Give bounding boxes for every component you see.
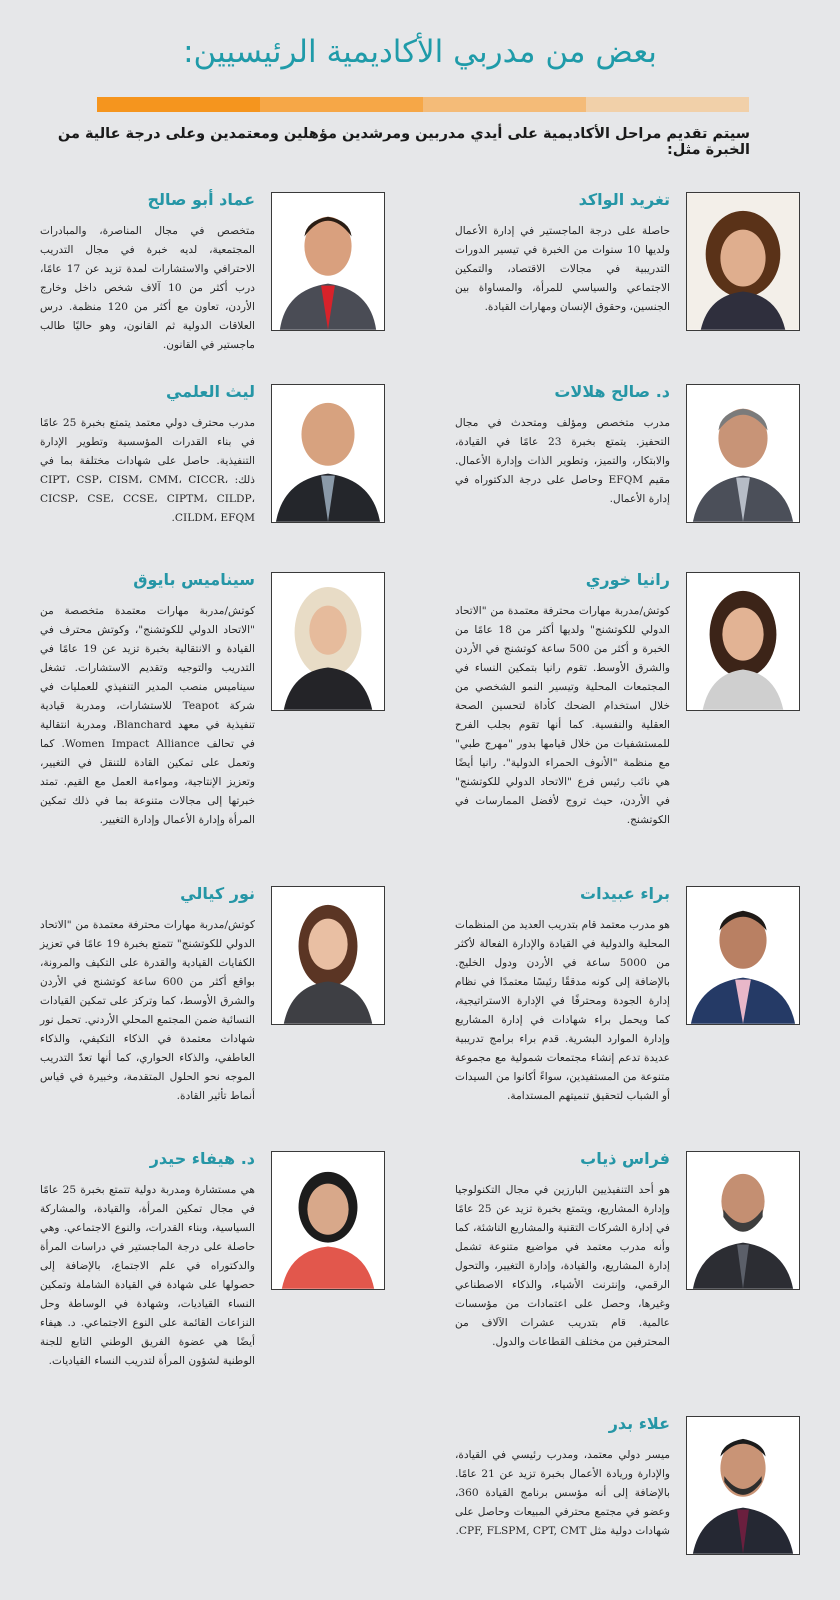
trainer-bio: مدرب متخصص ومؤلف ومتحدث في مجال التحفيز. يتمتع بخبرة 23 عامًا في القيادة، والابتكار، والتميز، وتطوير الذات وإدارة الأعمال. مقيم EFQM وحاصل على درجة الدكتوراه في إدارة الأعمال.	[455, 417, 671, 505]
man-portrait-icon	[686, 1416, 800, 1555]
trainer-bio: كوتش/مدربة مهارات معتمدة متخصصة من "الاتحاد الدولي للكوتشنج"، وكوتش محترف في القيادة و الانتقالية بخبرة تزيد عن 19 عامًا في التدريب والتوجيه وتقديم الاستشارات. تشغل سيناميس منصب المدير التنفيذي للعمليات في شركة Teapot للاستشارات، ومدربة قيادية تنفيذية في معهد Blanchard، ومدربة انتقالية في تحالف Women Impact Alliance. كما وتعمل على تمكين القادة للتنقل في التغيير، وتعزيز الإنتاجية، ومواءمة العمل مع القيم. تمتد خبرتها إلى مجالات متنوعة بما في ذلك تمكين المرأة وإدارة الأعمال وإدارة التغيير.	[40, 605, 255, 826]
trainer-name: رانيا خوري	[585, 570, 670, 589]
trainer-name: نور كيالي	[180, 884, 255, 903]
color-bar-segment	[260, 97, 423, 112]
woman-portrait-icon	[686, 572, 800, 711]
trainer-card	[430, 886, 800, 1116]
trainer-name: علاء بدر	[608, 1414, 670, 1433]
intro-text: سيتم تقديم مراحل الأكاديمية على أيدي مدربين ومرشدين مؤهلين ومعتمدين وعلى درجة عالية من الخبرة مثل:	[57, 126, 750, 158]
trainer-card	[430, 384, 800, 529]
man-portrait-icon	[686, 384, 800, 523]
trainer-bio: كوتش/مدربة مهارات محترفة معتمدة من "الاتحاد الدولي للكوتشنج" تتمتع بخبرة 19 عامًا في تعزيز الكفايات القيادية والقدرة على التكيف والمرونة، بواقع أكثر من 600 ساعة كوتشنج في الأردن والشرق الأوسط، كما وتركز على تمكين القيادات النسائية ضمن المجتمع المحلي الأردني. تحمل نور شهادات معتمدة في الذكاء التكيفي، والذكاء العاطفي، والذكاء الحواري، كما أنها تعدّ التدريب الموجه نحو الحلول المتقدمة، وخبيرة في قياس أنماط تأثير القادة.	[40, 919, 255, 1102]
trainer-bio: ميسر دولي معتمد، ومدرب رئيسي في القيادة، والإدارة وريادة الأعمال بخبرة تزيد عن 21 عامًا. بالإضافة إلى أنه مؤسس برنامج القيادة 360، وعضو في مجتمع محترفي المبيعات وحاصل على شهادات دولية مثل CPF, FLSPM, CPT, CMT.	[455, 1449, 671, 1537]
trainer-bio: هو مدرب معتمد قام بتدريب العديد من المنظمات المحلية والدولية في القيادة والإدارة الفعالة لأكثر من 5000 ساعة في الأردن ودول الخليج. بالإضافة إلى كونه مدققًا رئيسًا معتمدًا في نظام إدارة الجودة ومحترفًا في الإدارة الاستراتيجية، كما ويحمل براء شهادات في إدارة المشاريع وإدارة الموارد البشرية. قدم براء برامج تدريبية عديدة تدعم إنشاء مجتمعات شمولية مع مجموعة متنوعة من المستفيدين، سواءً أكانوا من السيدات أو الشباب لتحقيق تنميتهم المستدامة.	[455, 919, 671, 1102]
trainer-name: ليث العلمي	[165, 382, 255, 401]
trainer-name: سيناميس بايوق	[133, 570, 255, 589]
trainer-card	[430, 192, 800, 337]
color-bar-segment	[97, 97, 260, 112]
man-portrait-icon	[271, 384, 385, 523]
trainer-name: د. صالح هلالات	[554, 382, 670, 401]
color-bar-segment	[423, 97, 586, 112]
woman-hijab-portrait-icon	[271, 572, 385, 711]
color-bar	[97, 97, 749, 112]
trainer-card	[40, 572, 385, 842]
man-portrait-icon	[686, 886, 800, 1025]
man-portrait-icon	[686, 1151, 800, 1290]
trainer-name: د. هيفاء حيدر	[149, 1149, 255, 1168]
man-portrait-icon	[271, 192, 385, 331]
trainer-card	[40, 190, 385, 351]
trainer-bio: هي مستشارة ومدربة دولية تتمتع بخبرة 25 عامًا في مجال تمكين المرأة، والقيادة، والمشاركة السياسية، وبناء القدرات، والنوع الاجتماعي. وهي حاصلة على درجة الماجستير في دراسات المرأة والدكتوراه في علم الاجتماع، بالإضافة إلى حصولها على شهادة في القيادة الشاملة وتمكين النساء القياديات، وشهادة في الوساطة وحل النزاعات القائمة على النوع الاجتماعي. د. هيفاء أيضًا هي عضوة الفريق الوطني التابع للجنة الوطنية لشؤون المرأة لتدريب النساء القياديات.	[40, 1184, 255, 1367]
color-bar-segment	[586, 97, 749, 112]
trainer-name: عماد أبو صالح	[147, 190, 255, 209]
trainer-card	[40, 384, 385, 529]
trainer-name: تغريد الواكد	[578, 190, 670, 209]
trainer-card	[40, 1151, 385, 1371]
trainer-bio: مدرب محترف دولي معتمد يتمتع بخبرة 25 عامًا في بناء القدرات المؤسسية وتطوير الإدارة التنفيذية. حاصل على شهادات مختلفة بما في ذلك: CIPT، CSP، CISM، CMM، CICCR، CICSP، CSE، CCSE، CIPTM، CILDP، CILDM، EFQM.	[40, 417, 256, 524]
trainer-bio: متخصص في مجال المناصرة، والمبادرات المجتمعية، لديه خبرة في مجال التدريب الاحترافي والاستشارات لمدة تزيد عن 17 عامًا، درب أكثر من 10 آلاف شخص داخل وخارج الأردن، تعاون مع أكثر من 120 منظمة. درس العلاقات الدولية ثم القانون، وهو حاليًا طالب ماجستير في القانون.	[40, 225, 255, 351]
trainer-card	[430, 1151, 800, 1371]
trainer-card	[430, 572, 800, 842]
trainer-name: فراس ذياب	[580, 1149, 670, 1168]
trainer-bio: كوتش/مدربة مهارات محترفة معتمدة من "الاتحاد الدولي للكوتشنج" ولديها أكثر من 18 عامًا من الخبرة و أكثر من 500 ساعة كوتشنج في الأردن والشرق الأوسط. تقوم رانيا بتمكين النساء في المجتمعات المحلية وتيسير النمو الشخصي من خلال استخدام الضحك كأداة لتحسين الصحة العقلية والنفسية. كما أنها تقوم بجلب الفرح للمستشفيات من خلال قيامها بدور "مهرج طبي" مع منظمة "الأنوف الحمراء الدولية". رانيا أيضًا هي نائب رئيس فرع "الاتحاد الدولي للكوتشنج" في الأردن، حيث تروج لأفضل الممارسات في الكوتشنج.	[455, 605, 670, 826]
page-title: بعض من مدربي الأكاديمية الرئيسيين:	[183, 34, 657, 70]
trainer-name: براء عبيدات	[580, 884, 670, 903]
trainer-card	[40, 886, 385, 1116]
trainer-bio: هو أحد التنفيذيين البارزين في مجال التكنولوجيا وإدارة المشاريع، ويتمتع بخبرة تزيد عن 25 عامًا في إدارة الشركات التقنية والمشاريع الناشئة، كما وأنه مدرب معتمد في مواضيع متنوعة تشمل إدارة المشاريع، والقيادة، وإدارة التغيير، والتحول الرقمي، وإنترنت الأشياء، والذكاء الاصطناعي وغيرها، وحصل على اعتمادات من مؤسسات عالمية. قام بتدريب عشرات الآلاف من المحترفين من مختلف القطاعات والدول.	[455, 1184, 670, 1348]
trainer-bio: حاصلة على درجة الماجستير في إدارة الأعمال ولديها 10 سنوات من الخبرة في تيسير الدورات التدريبية في مجالات الاقتصاد، والتمكين الاجتماعي والسياسي للمرأة، والمساواة بين الجنسين، وحقوق الإنسان ومهارات القيادة.	[455, 225, 670, 313]
woman-portrait-icon	[271, 1151, 385, 1290]
trainer-card	[430, 1416, 800, 1561]
woman-portrait-icon	[686, 192, 800, 331]
woman-portrait-icon	[271, 886, 385, 1025]
